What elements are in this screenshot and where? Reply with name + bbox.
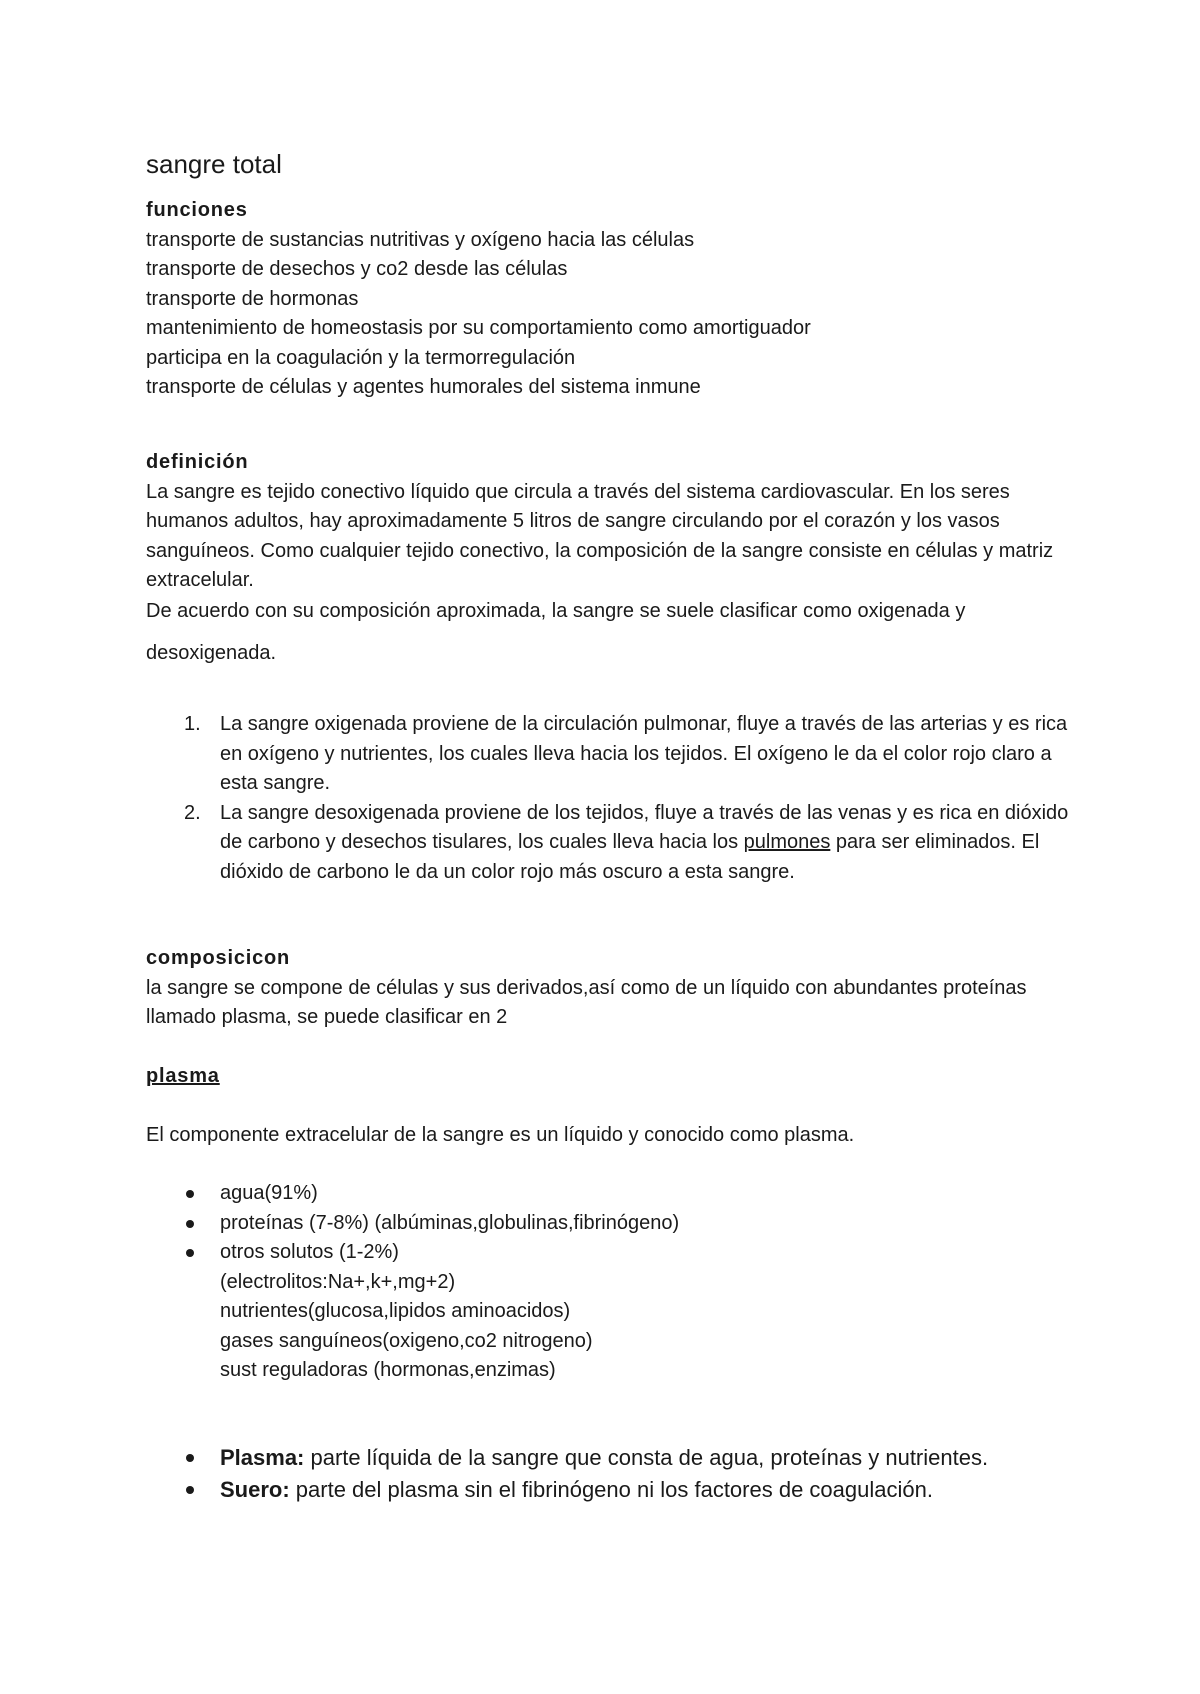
definition-term: Plasma:: [220, 1445, 305, 1470]
document-title: sangre total: [146, 149, 282, 179]
funciones-item: transporte de células y agentes humorales del sistema inmune: [146, 376, 701, 398]
bullet-icon: [186, 1220, 194, 1228]
plasma-heading: plasma: [146, 1065, 220, 1087]
bullet-icon: [186, 1190, 194, 1198]
funciones-item: transporte de sustancias nutritivas y oxígeno hacia las células: [146, 228, 695, 251]
list-number: 2.: [184, 801, 201, 824]
list-item: [146, 710, 1071, 799]
bullet-icon: [186, 1454, 194, 1462]
solutos-subitem: gases sanguíneos(oxigeno,co2 nitrogeno): [220, 1329, 593, 1352]
bullet-icon: [186, 1486, 194, 1494]
funciones-item: mantenimiento de homeostasis por su comportamiento como amortiguador: [146, 317, 811, 339]
list-item-text-before: La sangre desoxigenada proviene de los tejidos, fluye a través de las venas y es rica en dióxido de carbono y desechos tisulares, los cuales lleva hacia los: [220, 801, 1069, 853]
funciones-item: transporte de hormonas: [146, 287, 359, 310]
definition-term: Suero:: [220, 1476, 290, 1502]
definicion-numbered-list: [146, 710, 1071, 887]
definitions-list: [146, 1442, 1016, 1505]
list-number: 1.: [184, 713, 201, 735]
list-item-text: proteínas (7-8%) (albúminas,globulinas,fibrinógeno): [220, 1211, 680, 1234]
definicion-paragraph: La sangre es tejido conectivo líquido que circula a través del sistema cardiovascular. En los seres humanos adultos, hay aproximadamente 5 litros de sangre circulando por el corazón y los vasos sanguíneos. Como cualquier tejido conectivo, la composición de la sangre consiste en células y matriz extracelular.: [146, 480, 1054, 591]
pulmones-link[interactable]: pulmones: [743, 831, 831, 853]
list-item-text-after: para ser eliminados. El dióxido de carbono le da un color rojo más oscuro a esta sangre.: [220, 831, 1040, 883]
list-item: [146, 1238, 1076, 1386]
definition-text: parte del plasma sin el fibrinógeno ni los factores de coagulación.: [289, 1476, 933, 1502]
list-item-text: agua(91%): [220, 1182, 318, 1204]
list-item: [146, 1442, 1016, 1474]
list-item-text: La sangre oxigenada proviene de la circulación pulmonar, fluye a través de las arterias y es rica en oxígeno y nutrientes, los cuales lleva hacia los tejidos. El oxígeno le da el color rojo claro a esta sangre.: [220, 713, 1068, 794]
bullet-icon: [186, 1249, 194, 1257]
list-item: [146, 1474, 1016, 1506]
definicion-section: [146, 448, 1071, 674]
definicion-paragraph-classification: De acuerdo con su composición aproximada, la sangre se suele clasificar como oxigenada y desoxigenada.: [146, 599, 966, 664]
list-item: [146, 799, 1071, 888]
funciones-item: transporte de desechos y co2 desde las células: [146, 258, 568, 280]
plasma-section: [146, 1062, 1076, 1150]
plasma-bullet-list: [146, 1179, 1076, 1386]
list-item: [146, 1209, 1076, 1239]
composicion-heading: composicicon: [146, 947, 291, 969]
composicion-section: [146, 944, 1076, 1033]
definition-text: parte líquida de la sangre que consta de agua, proteínas y nutrientes.: [304, 1445, 989, 1470]
solutos-subitem: (electrolitos:Na+,k+,mg+2): [220, 1270, 456, 1293]
solutos-subitem: sust reguladoras (hormonas,enzimas): [220, 1359, 556, 1381]
list-item: [146, 1179, 1076, 1209]
solutos-subitem: nutrientes(glucosa,lipidos aminoacidos): [220, 1300, 571, 1322]
definicion-heading: definición: [146, 451, 249, 473]
funciones-heading: funciones: [146, 199, 248, 221]
list-item-text: otros solutos (1-2%): [220, 1241, 399, 1263]
funciones-item: participa en la coagulación y la termorregulación: [146, 346, 576, 369]
plasma-intro: El componente extracelular de la sangre es un líquido y conocido como plasma.: [146, 1123, 855, 1146]
composicion-paragraph: la sangre se compone de células y sus derivados,así como de un líquido con abundantes proteínas llamado plasma, se puede clasificar en 2: [146, 976, 1027, 1028]
funciones-section: [146, 196, 1076, 403]
